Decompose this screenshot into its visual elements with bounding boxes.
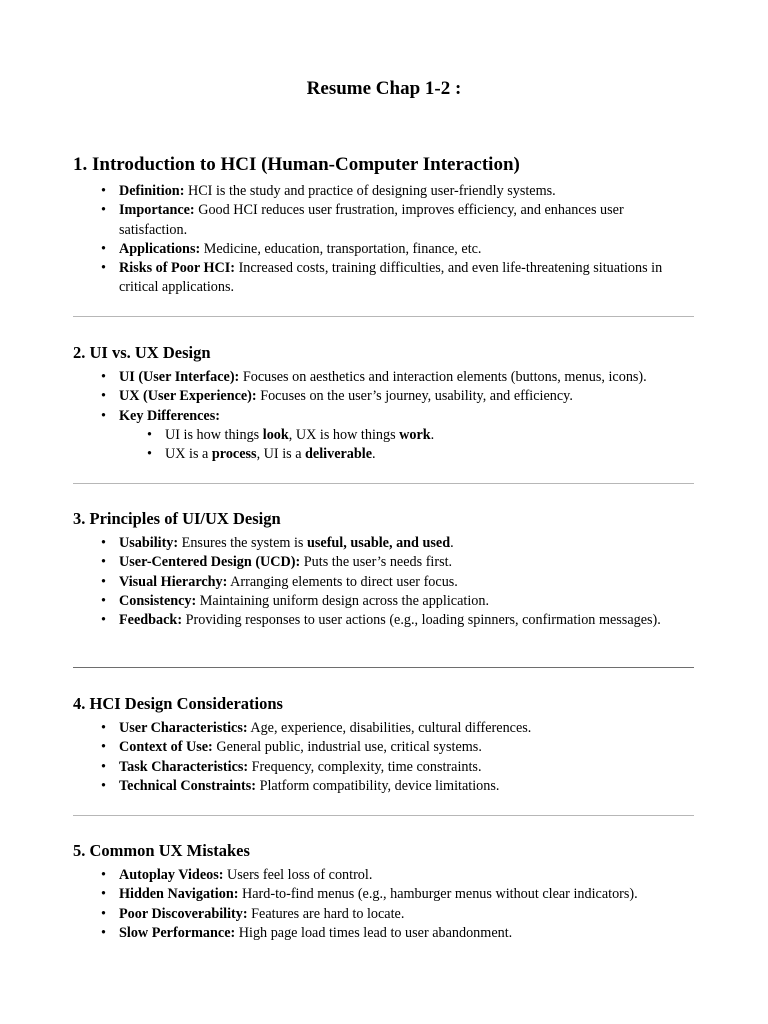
bullet-list bbox=[73, 866, 695, 943]
bullet-icon: • bbox=[101, 240, 106, 257]
section-divider bbox=[73, 483, 694, 484]
item-text: . bbox=[372, 446, 376, 463]
item-label: Visual Hierarchy: bbox=[119, 573, 228, 590]
list-item bbox=[73, 387, 695, 406]
item-text: Good HCI reduces user frustration, improves efficiency, and enhances user satisfaction. bbox=[119, 202, 624, 238]
item-label: Slow Performance: bbox=[119, 924, 236, 941]
item-label: Usability: bbox=[119, 535, 179, 551]
item-label: Poor Discoverability: bbox=[119, 905, 248, 922]
bullet-icon: • bbox=[101, 407, 106, 424]
item-text: High page load times lead to user abandonment. bbox=[235, 924, 513, 941]
section-principles bbox=[73, 508, 695, 630]
section-heading: 1. Introduction to HCI (Human-Computer Interaction) bbox=[73, 154, 520, 175]
document-title: Resume Chap 1-2 : bbox=[306, 78, 462, 99]
section-heading: 4. HCI Design Considerations bbox=[73, 694, 283, 713]
item-text: General public, industrial use, critical systems. bbox=[212, 739, 482, 756]
item-emphasis: useful, usable, and used bbox=[306, 535, 451, 551]
item-label: Feedback: bbox=[119, 612, 183, 629]
item-text: Maintaining uniform design across the application. bbox=[196, 592, 489, 609]
item-text: . bbox=[430, 426, 435, 443]
bullet-list bbox=[73, 719, 695, 796]
item-label: Key Differences: bbox=[119, 407, 220, 424]
list-item bbox=[73, 407, 695, 426]
item-emphasis: look bbox=[262, 426, 289, 443]
section-divider bbox=[73, 815, 694, 816]
list-item bbox=[73, 611, 695, 630]
list-item bbox=[73, 905, 695, 924]
item-text: Arranging elements to direct user focus. bbox=[227, 573, 458, 590]
bullet-icon: • bbox=[101, 554, 106, 571]
bullet-icon: • bbox=[101, 612, 106, 629]
item-label: Consistency: bbox=[119, 592, 197, 609]
list-item bbox=[73, 240, 695, 259]
section-heading: 2. UI vs. UX Design bbox=[73, 343, 211, 362]
item-text: UI is how things bbox=[165, 426, 263, 443]
item-text: Platform compatibility, device limitations. bbox=[256, 777, 500, 794]
section-design-considerations bbox=[73, 693, 695, 796]
bullet-icon: • bbox=[101, 535, 106, 551]
bullet-icon: • bbox=[147, 446, 152, 463]
item-label: Hidden Navigation: bbox=[119, 886, 239, 903]
list-item bbox=[73, 924, 695, 943]
item-text: Frequency, complexity, time constraints. bbox=[248, 758, 482, 775]
item-label: UX (User Experience): bbox=[119, 388, 257, 405]
item-text: Hard-to-find menus (e.g., hamburger menus without clear indicators). bbox=[238, 886, 638, 903]
list-item bbox=[73, 866, 695, 885]
sub-list-item bbox=[73, 445, 695, 464]
item-emphasis: process bbox=[211, 446, 257, 463]
item-label: Risks of Poor HCI: bbox=[119, 260, 236, 277]
section-divider bbox=[73, 316, 694, 317]
item-text: Providing responses to user actions (e.g., loading spinners, confirmation messages). bbox=[182, 612, 661, 629]
list-item bbox=[73, 201, 695, 240]
bullet-icon: • bbox=[101, 573, 106, 590]
list-item bbox=[73, 719, 695, 738]
list-item bbox=[73, 534, 695, 553]
item-label: User Characteristics: bbox=[119, 720, 248, 736]
section-ux-mistakes bbox=[73, 840, 695, 943]
item-label: Applications: bbox=[119, 240, 201, 257]
list-item bbox=[73, 777, 695, 796]
item-emphasis: work bbox=[399, 426, 431, 443]
item-label: Definition: bbox=[119, 183, 185, 199]
item-text: HCI is the study and practice of designing user-friendly systems. bbox=[184, 183, 556, 199]
item-text: Increased costs, training difficulties, and even life-threatening situations in critical applications. bbox=[119, 260, 663, 296]
list-item bbox=[73, 259, 695, 298]
bullet-icon: • bbox=[101, 183, 106, 199]
item-text: Users feel loss of control. bbox=[223, 867, 373, 883]
list-item bbox=[73, 758, 695, 777]
bullet-icon: • bbox=[101, 867, 106, 883]
item-text: Puts the user’s needs first. bbox=[300, 554, 453, 571]
item-text: Medicine, education, transportation, finance, etc. bbox=[200, 240, 482, 257]
item-text: Age, experience, disabilities, cultural differences. bbox=[247, 720, 532, 736]
item-label: Technical Constraints: bbox=[119, 777, 257, 794]
item-text: . bbox=[450, 535, 454, 551]
list-item bbox=[73, 592, 695, 611]
sub-list-item bbox=[73, 426, 695, 445]
bullet-icon: • bbox=[101, 739, 106, 756]
item-text: Ensures the system is bbox=[178, 535, 307, 551]
item-text: Features are hard to locate. bbox=[247, 905, 405, 922]
item-text: , UX is how things bbox=[288, 426, 400, 443]
item-label: UI (User Interface): bbox=[119, 369, 240, 385]
bullet-icon: • bbox=[101, 260, 106, 277]
item-label: Context of Use: bbox=[119, 739, 213, 756]
list-item bbox=[73, 738, 695, 757]
item-label: Importance: bbox=[119, 202, 195, 219]
item-text: UX is a bbox=[165, 446, 212, 463]
item-text: Focuses on the user’s journey, usability, and efficiency. bbox=[256, 388, 573, 405]
section-divider bbox=[73, 667, 694, 668]
list-item bbox=[73, 182, 695, 201]
bullet-list bbox=[73, 534, 695, 630]
bullet-icon: • bbox=[101, 905, 106, 922]
bullet-icon: • bbox=[147, 426, 152, 443]
item-label: User-Centered Design (UCD): bbox=[119, 554, 301, 571]
list-item bbox=[73, 553, 695, 572]
section-intro-hci bbox=[73, 153, 695, 298]
item-text: Focuses on aesthetics and interaction elements (buttons, menus, icons). bbox=[239, 369, 647, 385]
bullet-icon: • bbox=[101, 758, 106, 775]
item-text: , UI is a bbox=[256, 446, 306, 463]
bullet-icon: • bbox=[101, 924, 106, 941]
section-heading: 3. Principles of UI/UX Design bbox=[73, 509, 281, 528]
list-item bbox=[73, 368, 695, 387]
bullet-icon: • bbox=[101, 388, 106, 405]
bullet-icon: • bbox=[101, 720, 106, 736]
section-heading: 5. Common UX Mistakes bbox=[73, 841, 250, 860]
bullet-icon: • bbox=[101, 369, 106, 385]
list-item bbox=[73, 885, 695, 904]
bullet-icon: • bbox=[101, 886, 106, 903]
bullet-list bbox=[73, 368, 695, 464]
bullet-list bbox=[73, 182, 695, 298]
list-item bbox=[73, 573, 695, 592]
item-label: Autoplay Videos: bbox=[119, 867, 224, 883]
section-ui-vs-ux bbox=[73, 342, 695, 464]
bullet-icon: • bbox=[101, 777, 106, 794]
item-emphasis: deliverable bbox=[305, 446, 373, 463]
item-label: Task Characteristics: bbox=[119, 758, 249, 775]
bullet-icon: • bbox=[101, 202, 106, 219]
bullet-icon: • bbox=[101, 592, 106, 609]
